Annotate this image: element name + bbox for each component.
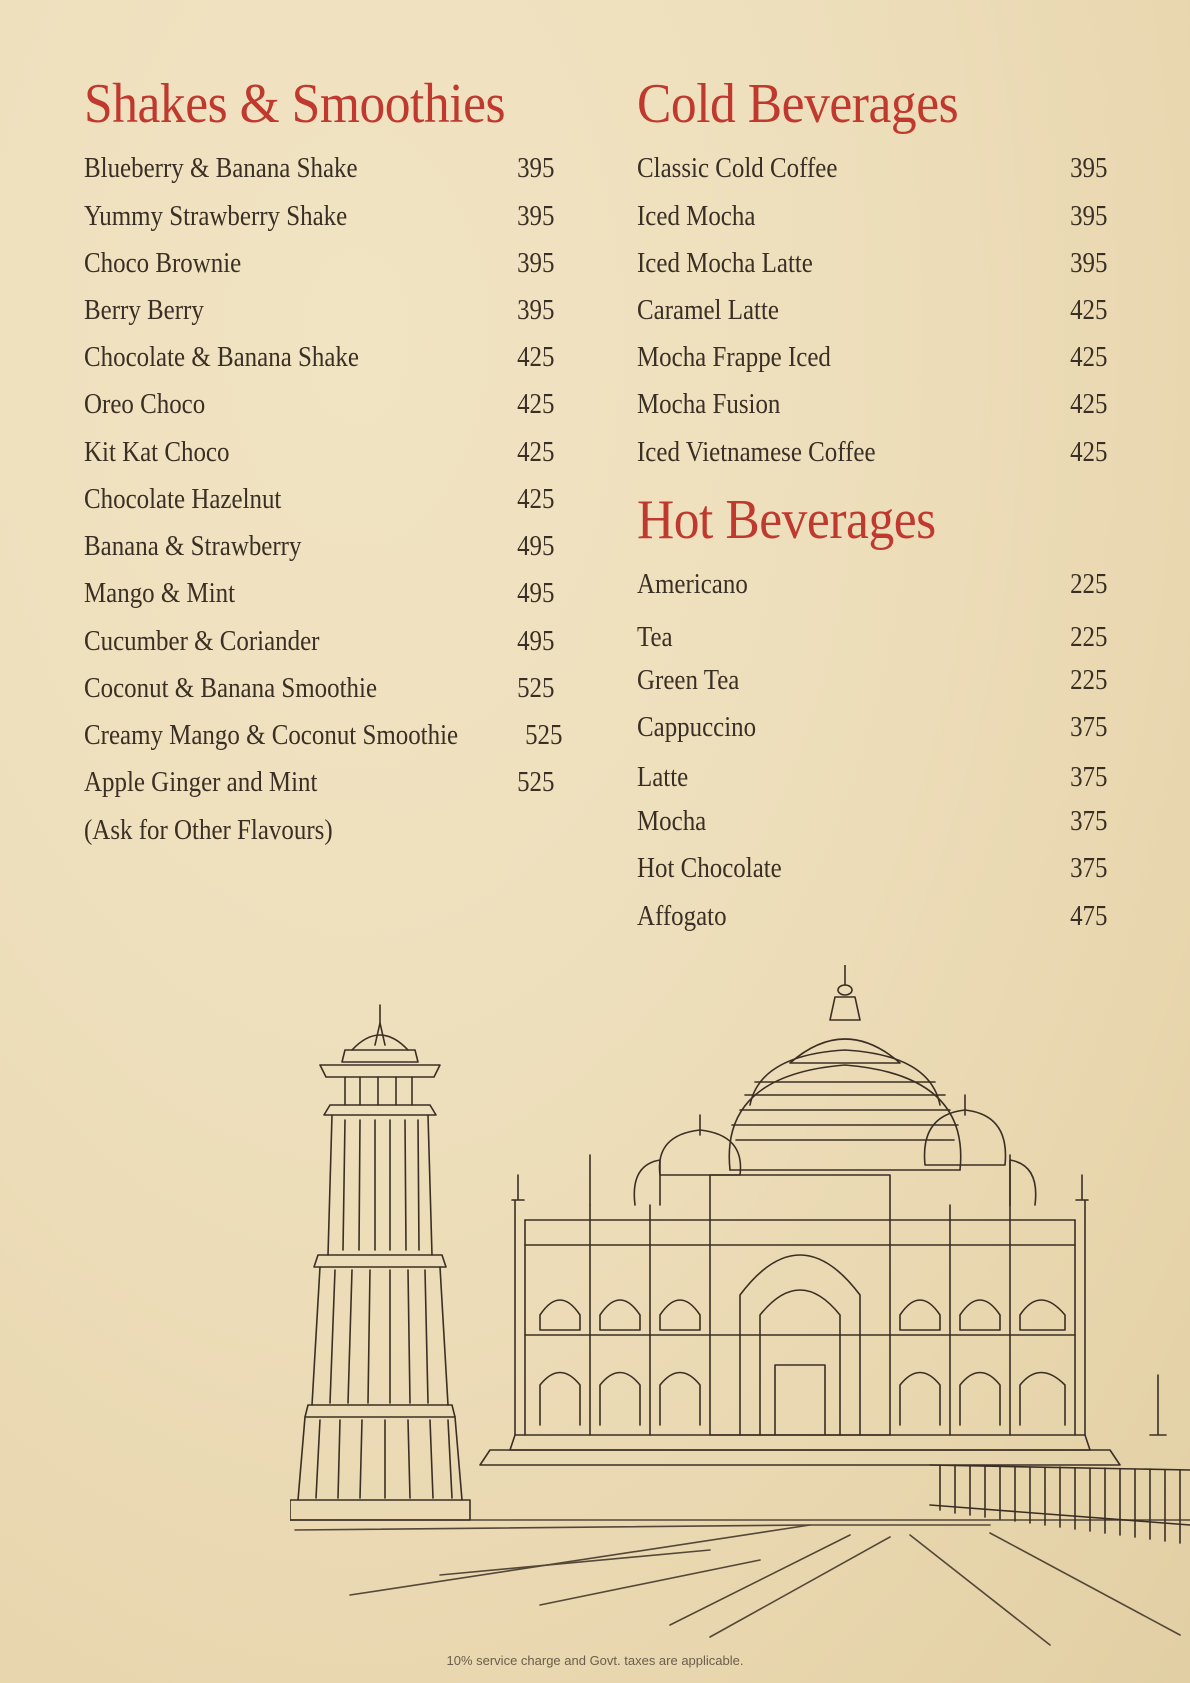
item-name: Chocolate Hazelnut [84,482,282,515]
menu-item [637,896,1107,936]
item-price: 395 [516,293,554,326]
shakes-title: Shakes & Smoothies [84,73,506,135]
item-name: Classic Cold Coffee [637,151,838,184]
hot-beverages-title: Hot Beverages [637,489,936,551]
item-name: Mocha Fusion [637,387,781,420]
item-price: 375 [1069,851,1107,884]
menu-item [84,526,554,566]
menu-item [84,573,554,613]
item-price: 425 [1069,435,1107,468]
mausoleum-body [480,1175,1120,1465]
item-price: 225 [1069,663,1107,696]
item-name: Caramel Latte [637,293,779,326]
item-price: 375 [1069,710,1107,743]
side-domes [634,1095,1035,1205]
item-price: 495 [516,576,554,609]
railing [930,1465,1190,1543]
item-price: 395 [516,151,554,184]
item-name: Creamy Mango & Coconut Smoothie [84,718,459,751]
menu-item [84,243,554,283]
item-name: Kit Kat Choco [84,435,230,468]
item-name: Coconut & Banana Smoothie [84,671,378,704]
item-price: 395 [1069,151,1107,184]
item-name: Iced Vietnamese Coffee [637,435,876,468]
item-name: Americano [637,567,748,600]
item-name: Banana & Strawberry [84,529,302,562]
item-name: Affogato [637,899,727,932]
item-price: 425 [1069,387,1107,420]
menu-item [637,564,1107,604]
taj-mahal-illustration [290,965,1190,1655]
flavours-note: (Ask for Other Flavours) [84,814,333,846]
menu-item [84,762,554,802]
menu-item [84,337,554,377]
item-name: Mango & Mint [84,576,236,609]
minaret [290,1005,470,1520]
item-price: 425 [1069,293,1107,326]
item-price: 225 [1069,567,1107,600]
item-name: Cucumber & Coriander [84,624,320,657]
menu-item [637,660,1107,700]
menu-item [84,715,563,755]
item-price: 395 [1069,199,1107,232]
item-price: 395 [516,246,554,279]
item-name: Oreo Choco [84,387,206,420]
menu-item [84,621,554,661]
item-name: Choco Brownie [84,246,242,279]
item-price: 425 [516,435,554,468]
item-name: Iced Mocha Latte [637,246,813,279]
item-name: Berry Berry [84,293,204,326]
ground-lines [290,1520,1190,1645]
item-price: 495 [516,529,554,562]
menu-item [637,801,1107,841]
item-price: 375 [1069,804,1107,837]
item-price: 475 [1069,899,1107,932]
item-name: Mocha [637,804,707,837]
item-price: 425 [516,387,554,420]
hot-beverages-list [637,0,1107,940]
item-price: 395 [1069,246,1107,279]
item-price: 225 [1069,620,1107,653]
item-name: Mocha Frappe Iced [637,340,831,373]
item-price: 525 [516,765,554,798]
item-price: 375 [1069,760,1107,793]
item-name: Tea [637,620,673,653]
item-name: Iced Mocha [637,199,756,232]
item-name: Chocolate & Banana Shake [84,340,359,373]
menu-item [84,148,554,188]
shakes-list [84,0,563,860]
cold-beverages-title: Cold Beverages [637,73,959,135]
item-price: 425 [516,482,554,515]
item-price: 425 [516,340,554,373]
menu-item [84,196,554,236]
item-name: Hot Chocolate [637,851,782,884]
menu-item [637,757,1107,797]
item-name: Green Tea [637,663,740,696]
menu-item [637,848,1107,888]
menu-item [84,384,554,424]
item-name: Cappuccino [637,710,757,743]
item-price: 525 [516,671,554,704]
menu-item [84,290,554,330]
item-name: Apple Ginger and Mint [84,765,318,798]
item-price: 425 [1069,340,1107,373]
item-price: 495 [516,624,554,657]
menu-item [637,617,1107,657]
menu-item [637,707,1107,747]
item-price: 395 [516,199,554,232]
item-price: 525 [525,718,563,751]
menu-item [84,668,554,708]
item-name: Blueberry & Banana Shake [84,151,358,184]
menu-item [84,432,554,472]
pinnacles [512,1155,1166,1435]
item-name: Yummy Strawberry Shake [84,199,348,232]
service-charge-note: 10% service charge and Govt. taxes are applicable. [446,1653,744,1668]
menu-item [84,479,554,519]
item-name: Latte [637,760,689,793]
